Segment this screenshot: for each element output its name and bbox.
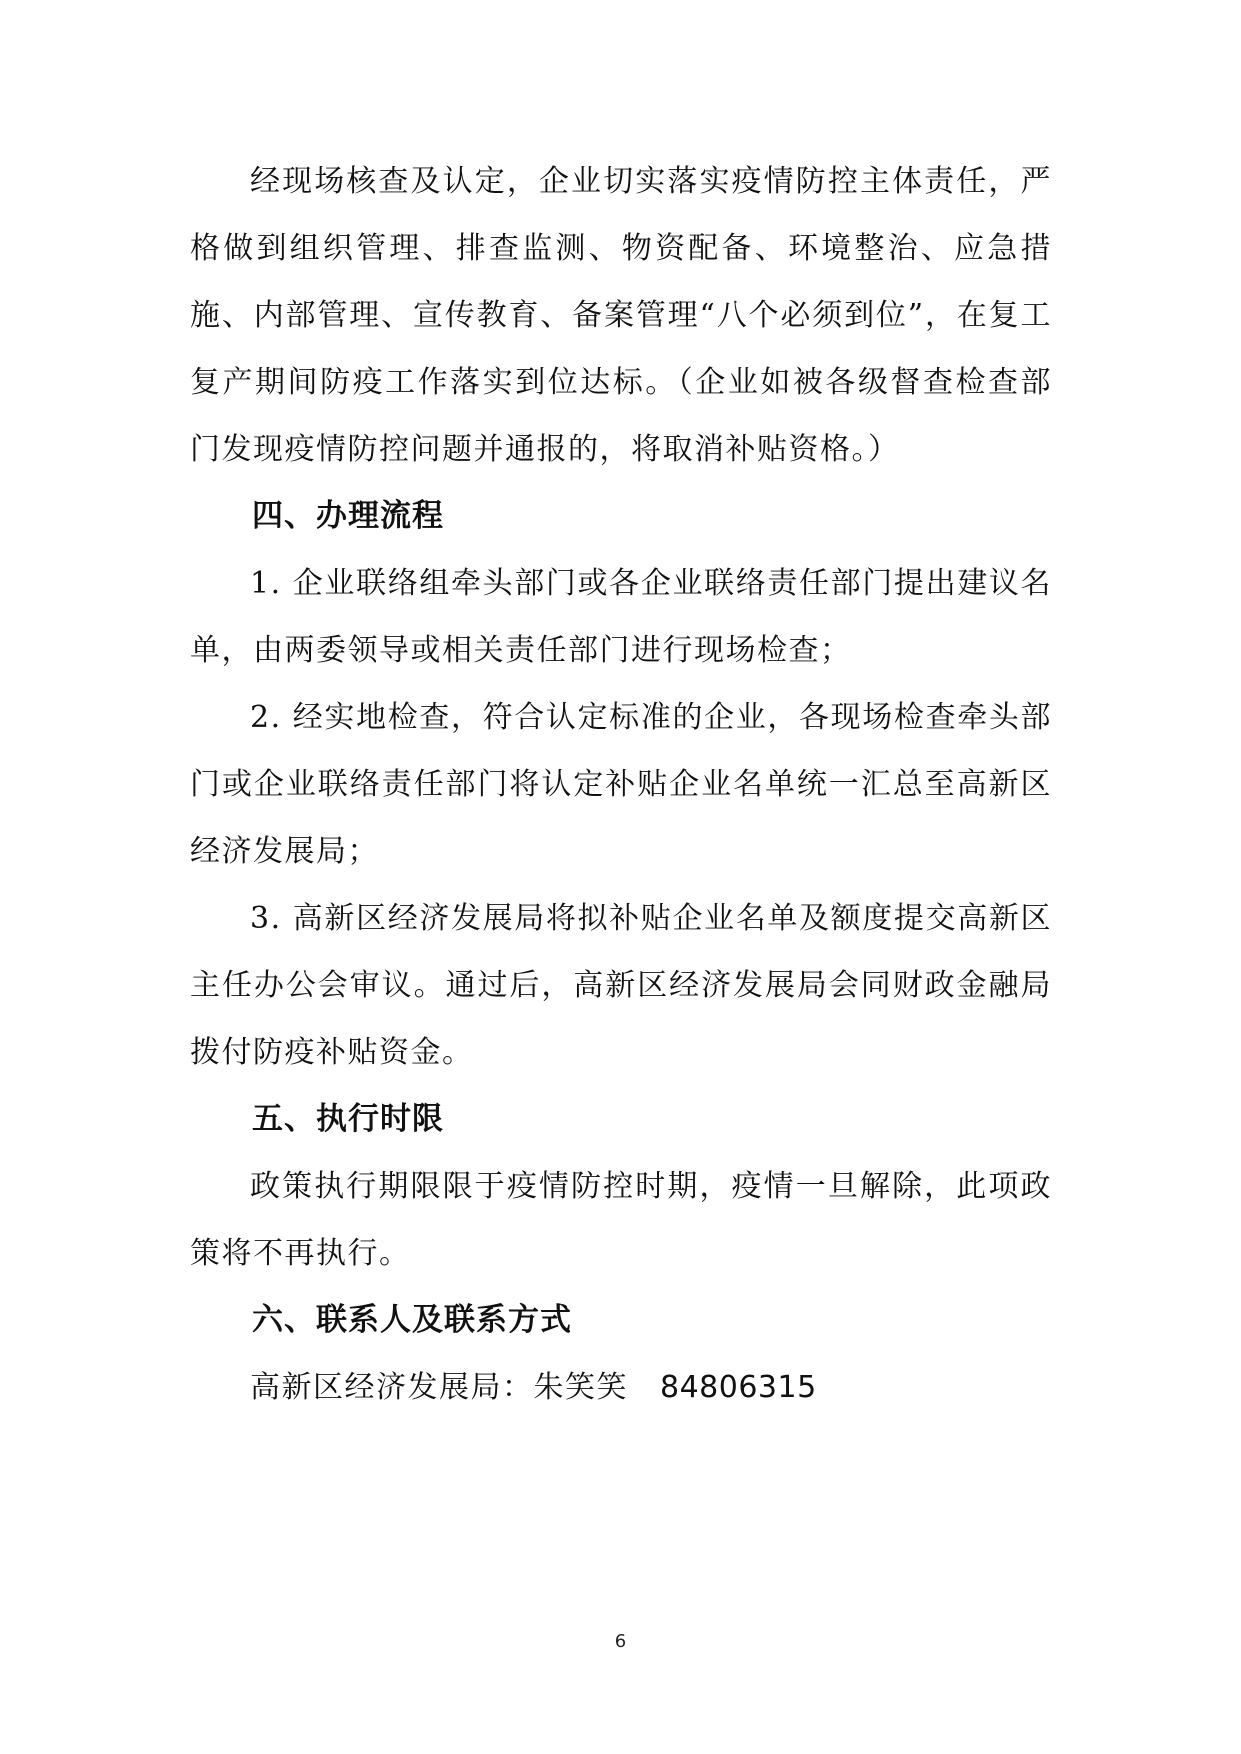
time-limit-paragraph: 政策执行期限限于疫情防控时期，疫情一旦解除，此项政策将不再执行。 <box>190 1169 1052 1271</box>
contact-phone: 84806315 <box>660 1370 817 1405</box>
section-heading-procedure: 四、办理流程 <box>252 498 444 534</box>
document-body <box>190 148 1052 1421</box>
procedure-step-3: 3. 高新区经济发展局将拟补贴企业名单及额度提交高新区主任办公会审议。通过后，高新区经济发展局会同财政金融局拨付防疫补贴资金。 <box>190 901 1052 1070</box>
section-heading-contact: 六、联系人及联系方式 <box>252 1302 572 1338</box>
paragraph-eligibility-criteria: 经现场核查及认定，企业切实落实疫情防控主体责任，严格做到组织管理、排查监测、物资配备、环境整治、应急措施、内部管理、宣传教育、备案管理“八个必须到位”，在复工复产期间防疫工作落实到位达标。（企业如被各级督查检查部门发现疫情防控问题并通报的，将取消补贴资格。） <box>190 164 1052 467</box>
procedure-step-2: 2. 经实地检查，符合认定标准的企业，各现场检查牵头部门或企业联络责任部门将认定补贴企业名单统一汇总至高新区经济发展局； <box>190 700 1052 869</box>
contact-person: 高新区经济发展局：朱笑笑 <box>250 1370 628 1405</box>
section-heading-time-limit: 五、执行时限 <box>252 1101 444 1137</box>
page-number: 6 <box>614 1631 627 1652</box>
procedure-step-1: 1. 企业联络组牵头部门或各企业联络责任部门提出建议名单，由两委领导或相关责任部门进行现场检查； <box>190 566 1052 668</box>
contact-line <box>190 1354 1052 1421</box>
